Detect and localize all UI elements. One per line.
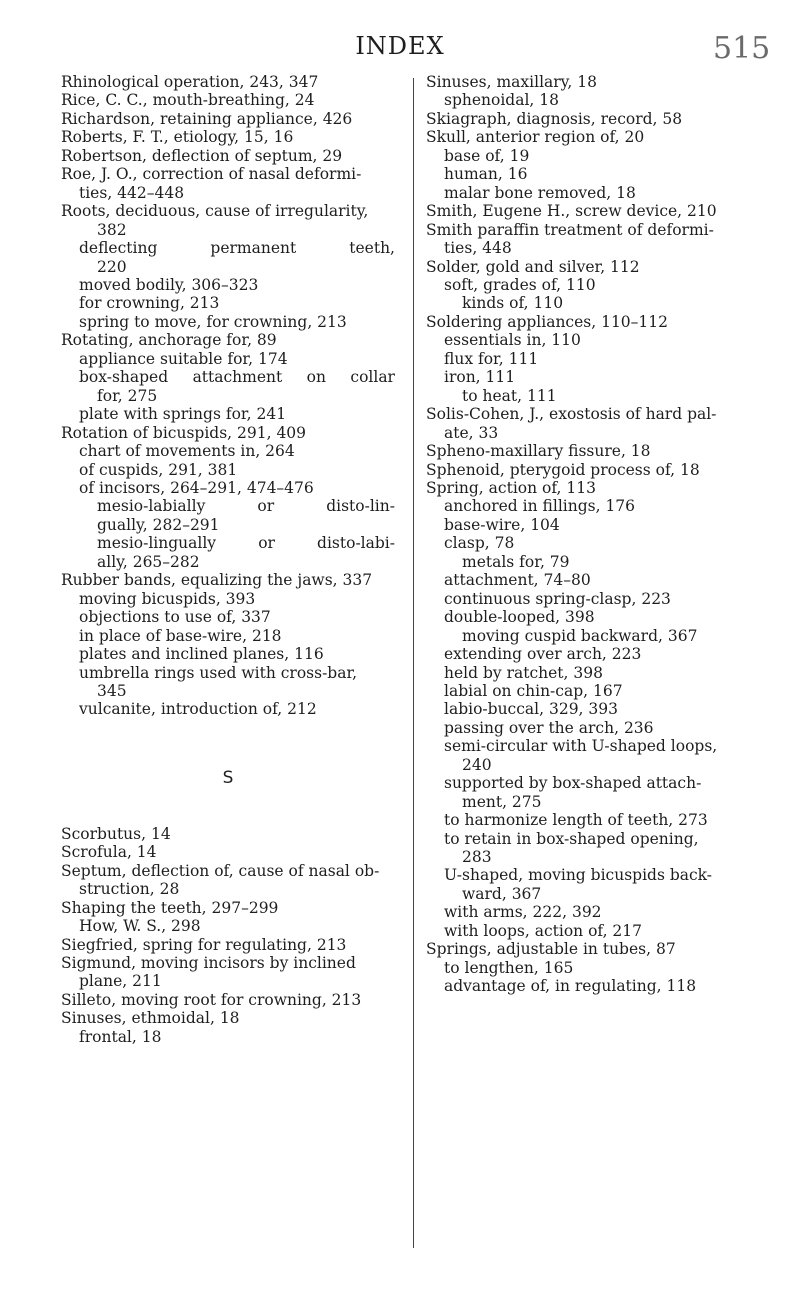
index-subentry: 283 (462, 848, 492, 867)
index-subentry: plate with springs for, 241 (79, 405, 287, 424)
index-entry: Sigmund, moving incisors by inclined (61, 954, 356, 973)
index-subentry: for, 275 (97, 386, 158, 405)
index-subentry: for crowning, 213 (79, 294, 220, 313)
index-subentry: labial on chin-cap, 167 (444, 681, 623, 700)
index-subentry: mesio-lingually or disto-labi- (97, 534, 395, 553)
index-subentry: iron, 111 (444, 368, 516, 387)
index-subentry: plane, 211 (79, 972, 162, 991)
index-entry: Rotating, anchorage for, 89 (61, 331, 277, 350)
index-subentry: held by ratchet, 398 (444, 663, 603, 682)
page-number: 515 (713, 31, 771, 66)
index-entry: Shaping the teeth, 297–299 (61, 898, 279, 917)
index-subentry: box-shaped attachment on collar (79, 368, 395, 387)
index-subentry: semi-circular with U-shaped loops, (444, 737, 718, 756)
index-entry: Smith, Eugene H., screw device, 210 (426, 202, 717, 221)
index-entry: Roe, J. O., correction of nasal deformi- (61, 165, 362, 184)
index-subentry: mesio-labially or disto-lin- (97, 497, 395, 516)
index-subentry: to harmonize length of teeth, 273 (444, 811, 708, 830)
index-entry: Skull, anterior region of, 20 (426, 128, 645, 147)
index-subentry: 382 (97, 220, 127, 239)
index-entry: Rice, C. C., mouth-breathing, 24 (61, 91, 315, 110)
index-entry: Sinuses, ethmoidal, 18 (61, 1009, 240, 1028)
index-entry: Sinuses, maxillary, 18 (426, 73, 597, 91)
index-subentry: gually, 282–291 (97, 515, 220, 534)
index-entry: Scrofula, 14 (61, 843, 157, 862)
index-column-left (61, 73, 395, 1046)
index-subentry: struction, 28 (79, 880, 180, 899)
index-entry: Spheno-maxillary fissure, 18 (426, 442, 651, 461)
index-entry: Soldering appliances, 110–112 (426, 312, 669, 331)
index-subentry: umbrella rings used with cross-bar, (79, 663, 358, 682)
index-entry: Rubber bands, equalizing the jaws, 337 (61, 571, 373, 590)
index-entry: Sphenoid, pterygoid process of, 18 (426, 460, 700, 479)
index-subentry: extending over arch, 223 (444, 645, 642, 664)
index-subentry: essentials in, 110 (444, 331, 581, 350)
index-subentry: attachment, 74–80 (444, 571, 591, 590)
index-subentry: kinds of, 110 (462, 294, 564, 313)
index-subentry: moving cuspid backward, 367 (462, 626, 698, 645)
index-subentry: passing over the arch, 236 (444, 718, 654, 737)
index-subentry: labio-buccal, 329, 393 (444, 700, 618, 719)
index-subentry: to lengthen, 165 (444, 958, 574, 977)
index-subentry: base of, 19 (444, 146, 530, 165)
running-title: INDEX (355, 32, 445, 60)
index-subentry: How, W. S., 298 (79, 917, 201, 936)
index-subentry: advantage of, in regulating, 118 (444, 977, 697, 996)
index-subentry: malar bone removed, 18 (444, 183, 636, 202)
index-subentry: appliance suitable for, 174 (79, 349, 288, 368)
index-subentry: moving bicuspids, 393 (79, 589, 256, 608)
index-subentry: of cuspids, 291, 381 (79, 460, 238, 479)
index-entry: Springs, adjustable in tubes, 87 (426, 940, 676, 959)
index-entry: Robertson, deflection of septum, 29 (61, 146, 343, 165)
index-subentry: base-wire, 104 (444, 515, 560, 534)
index-subentry: deflecting permanent teeth, (79, 239, 395, 258)
index-entry: Silleto, moving root for crowning, 213 (61, 990, 362, 1009)
index-subentry: 345 (97, 681, 127, 700)
column-divider (413, 78, 414, 1248)
index-subentry: human, 16 (444, 165, 528, 184)
index-entry: Solder, gold and silver, 112 (426, 257, 640, 276)
index-subentry: ate, 33 (444, 423, 499, 442)
index-subentry: of incisors, 264–291, 474–476 (79, 478, 314, 497)
index-entry: Smith paraffin treatment of deformi- (426, 220, 714, 239)
index-subentry: flux for, 111 (444, 349, 539, 368)
index-entry: Scorbutus, 14 (61, 824, 171, 843)
index-subentry: vulcanite, introduction of, 212 (79, 700, 317, 719)
index-subentry: supported by box-shaped attach- (444, 774, 702, 793)
index-entry: Rhinological operation, 243, 347 (61, 73, 319, 91)
index-subentry: chart of movements in, 264 (79, 442, 295, 461)
index-subentry: in place of base-wire, 218 (79, 626, 282, 645)
index-entry: Siegfried, spring for regulating, 213 (61, 935, 347, 954)
index-subentry: plates and inclined planes, 116 (79, 645, 324, 664)
index-subentry: spring to move, for crowning, 213 (79, 312, 347, 331)
index-subentry: with loops, action of, 217 (444, 921, 643, 940)
index-subentry: ties, 448 (444, 239, 512, 258)
index-entry: Solis-Cohen, J., exostosis of hard pal- (426, 405, 717, 424)
index-subentry: ment, 275 (462, 792, 542, 811)
index-subentry: to retain in box-shaped opening, (444, 829, 699, 848)
index-subentry: 220 (97, 257, 127, 276)
index-entry: Skiagraph, diagnosis, record, 58 (426, 109, 683, 128)
index-subentry: frontal, 18 (79, 1027, 162, 1046)
index-entries-s-continued (426, 73, 752, 996)
section-letter-heading: S (222, 767, 234, 788)
index-column-right (426, 73, 752, 996)
index-entry: Spring, action of, 113 (426, 478, 596, 497)
index-subentry: clasp, 78 (444, 534, 515, 553)
index-subentry: with arms, 222, 392 (444, 903, 602, 922)
index-subentry: U-shaped, moving bicuspids back- (444, 866, 713, 885)
index-subentry: ward, 367 (462, 884, 542, 903)
index-subentry: soft, grades of, 110 (444, 275, 596, 294)
index-entries-s (61, 825, 395, 1046)
index-subentry: 240 (462, 755, 492, 774)
index-subentry: anchored in fillings, 176 (444, 497, 636, 516)
page-header (0, 0, 800, 70)
index-subentry: double-looped, 398 (444, 608, 595, 627)
index-entry: Richardson, retaining appliance, 426 (61, 109, 353, 128)
index-entry: Rotation of bicuspids, 291, 409 (61, 423, 307, 442)
index-subentry: ally, 265–282 (97, 552, 200, 571)
index-entry: Septum, deflection of, cause of nasal ob- (61, 861, 380, 880)
index-entries-r (61, 73, 395, 719)
index-subentry: ties, 442–448 (79, 183, 185, 202)
index-subentry: to heat, 111 (462, 386, 557, 405)
index-subentry: continuous spring-clasp, 223 (444, 589, 671, 608)
index-subentry: objections to use of, 337 (79, 608, 271, 627)
index-subentry: sphenoidal, 18 (444, 91, 560, 110)
index-entry: Roberts, F. T., etiology, 15, 16 (61, 128, 294, 147)
index-subentry: moved bodily, 306–323 (79, 275, 259, 294)
index-entry: Roots, deciduous, cause of irregularity, (61, 202, 369, 221)
index-subentry: metals for, 79 (462, 552, 570, 571)
